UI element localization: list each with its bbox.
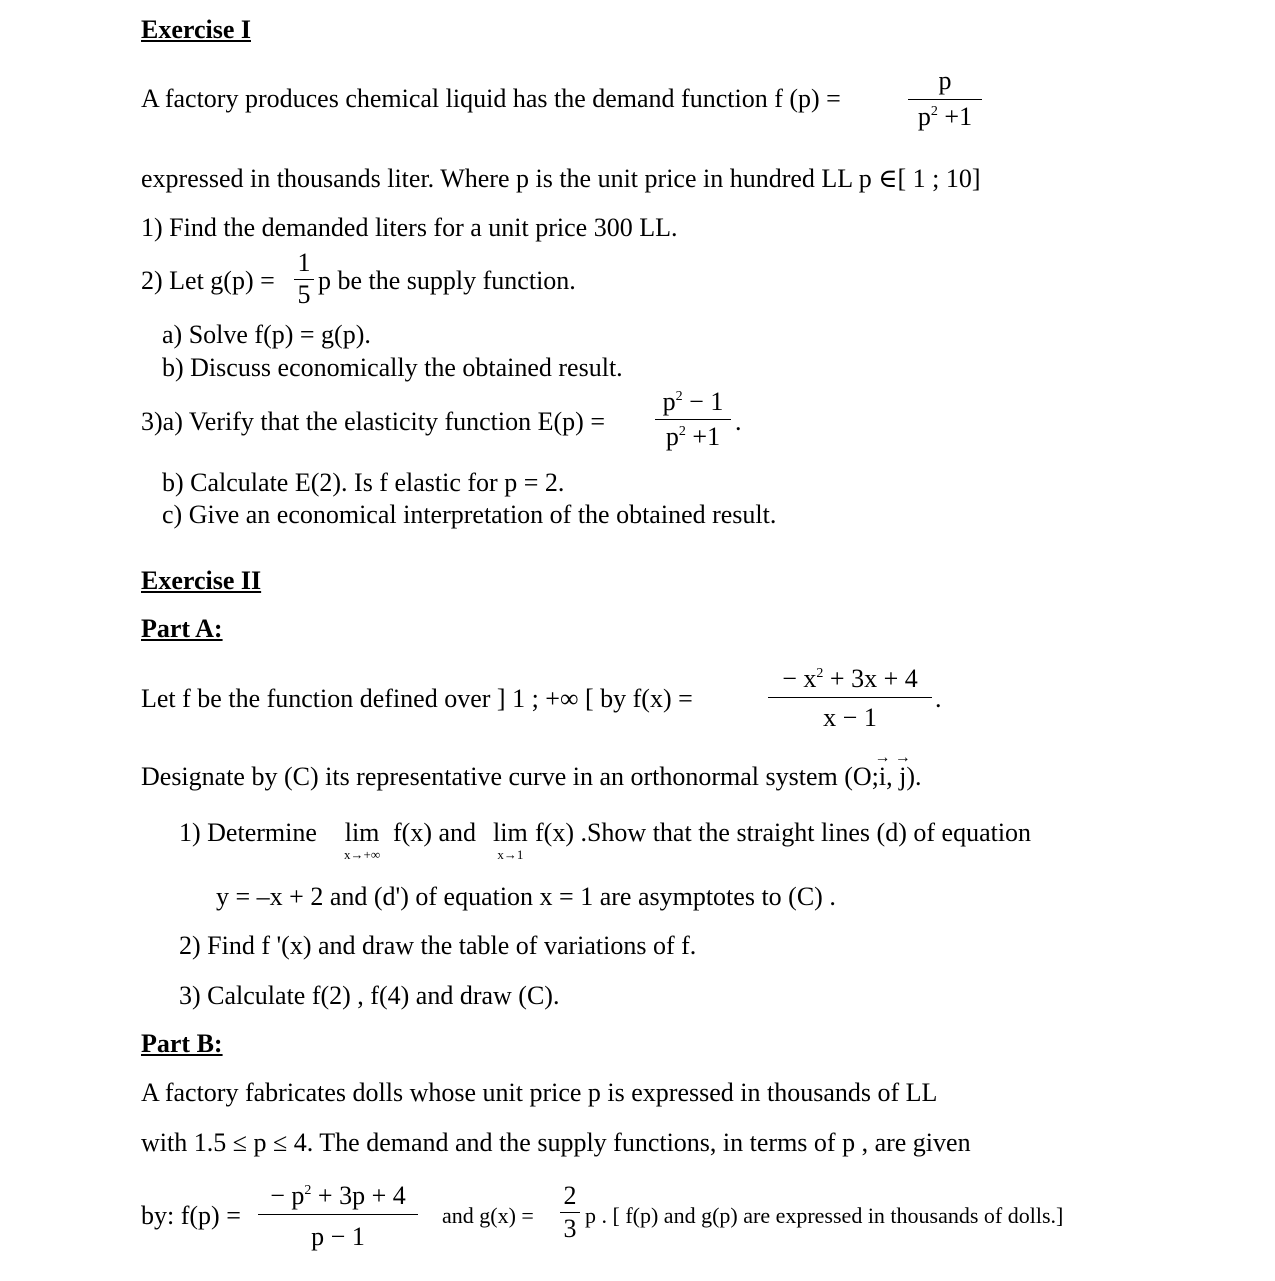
part-b-demand-fraction xyxy=(258,1183,418,1250)
part-b-supply-fraction xyxy=(560,1183,580,1242)
fraction-denominator: p − 1 xyxy=(311,1222,365,1251)
part-a-title: Part A: xyxy=(141,614,223,643)
fraction-numerator: $p^2 - 1$ xyxy=(662,387,724,416)
elasticity-fraction xyxy=(655,389,731,450)
fraction-bar xyxy=(655,419,731,420)
fraction-bar xyxy=(768,697,932,698)
part-a-question-1-line2: y = –x + 2 and (d') of equation x = 1 are asymptotes to (C) . xyxy=(216,882,836,911)
part-b-line-2: with 1.5 ≤ p ≤ 4. The demand and the supply functions, in terms of p , are given xyxy=(141,1128,971,1157)
part-a-function-lead: Let f be the function defined over ] 1 ; +∞ [ by f(x) = xyxy=(141,684,693,713)
part-a-question-1-tail: f(x) .Show that the straight lines (d) of equation xyxy=(535,818,1032,847)
part-b-supply-lead: and g(x) = xyxy=(442,1203,534,1228)
ex1-question-2-tail: p be the supply function. xyxy=(318,266,576,295)
part-a-question-2: 2) Find f '(x) and draw the table of variations of f. xyxy=(179,931,697,960)
ex1-question-3a-dot: . xyxy=(735,407,742,436)
fraction-numerator: − $p^2 + 3p + 4$ xyxy=(270,1181,406,1210)
part-b-line-1: A factory fabricates dolls whose unit price p is expressed in thousands of LL xyxy=(141,1078,938,1107)
part-b-title: Part B: xyxy=(141,1029,223,1058)
fraction-denominator: 3 xyxy=(563,1214,577,1243)
exercise-1-title: Exercise I xyxy=(141,15,251,44)
part-a-question-1-lead: 1) Determine xyxy=(179,818,317,847)
part-a-designate-line: Designate by (C) its representative curve in an orthonormal system (O;→ i, → j). xyxy=(141,764,922,790)
ex1-question-3b: b) Calculate E(2). Is f elastic for p = 2. xyxy=(162,468,565,497)
part-b-demand-lead: by: f(p) = xyxy=(141,1201,241,1230)
supply-function-fraction xyxy=(294,250,314,308)
part-a-function-dot: . xyxy=(935,684,942,713)
fraction-numerator: p xyxy=(938,66,952,95)
demand-function-fraction xyxy=(908,68,982,130)
fraction-numerator: 2 xyxy=(563,1181,577,1210)
ex1-question-1: 1) Find the demanded liters for a unit price 300 LL. xyxy=(141,213,678,242)
fraction-denominator: $p^2 +1$ xyxy=(917,102,973,131)
fraction-denominator: $p^2 +1$ xyxy=(665,422,721,451)
fraction-bar xyxy=(258,1214,418,1215)
ex1-domain-line: expressed in thousands liter. Where p is the unit price in hundred LL p ∈[ 1 ; 10] xyxy=(141,164,981,193)
fraction-denominator: 5 xyxy=(297,280,311,309)
ex1-question-3c: c) Give an economical interpretation of the obtained result. xyxy=(162,500,777,529)
limit-at-infinity: lim x→+∞ xyxy=(344,818,381,862)
ex1-question-3a-lead: 3)a) Verify that the elasticity function E(p) = xyxy=(141,407,605,436)
fraction-numerator: 1 xyxy=(297,248,311,277)
fraction-bar xyxy=(908,99,982,100)
vector-i: → i xyxy=(879,764,886,790)
part-b-supply-tail: p . [ f(p) and g(p) are expressed in thousands of dolls.] xyxy=(585,1203,1064,1228)
orthonormal-system: (O;→ i, → j). xyxy=(844,762,921,791)
ex1-question-2a: a) Solve f(p) = g(p). xyxy=(162,320,371,349)
ex1-question-2b: b) Discuss economically the obtained result. xyxy=(162,353,623,382)
fraction-denominator: x − 1 xyxy=(823,703,877,732)
part-a-question-1-mid: f(x) and xyxy=(393,818,477,847)
fraction-numerator: − $x^2 + 3x + 4$ xyxy=(782,664,918,693)
ex1-intro-text: A factory produces chemical liquid has the demand function f (p) = xyxy=(141,84,841,113)
ex1-question-2-lead: 2) Let g(p) = xyxy=(141,266,275,295)
fraction-bar xyxy=(560,1212,580,1213)
part-a-question-3: 3) Calculate f(2) , f(4) and draw (C). xyxy=(179,981,560,1010)
part-a-function-fraction xyxy=(768,666,932,731)
vector-j: → j xyxy=(899,764,906,790)
exercise-2-title: Exercise II xyxy=(141,566,262,595)
limit-at-one: lim x→1 xyxy=(493,818,528,862)
